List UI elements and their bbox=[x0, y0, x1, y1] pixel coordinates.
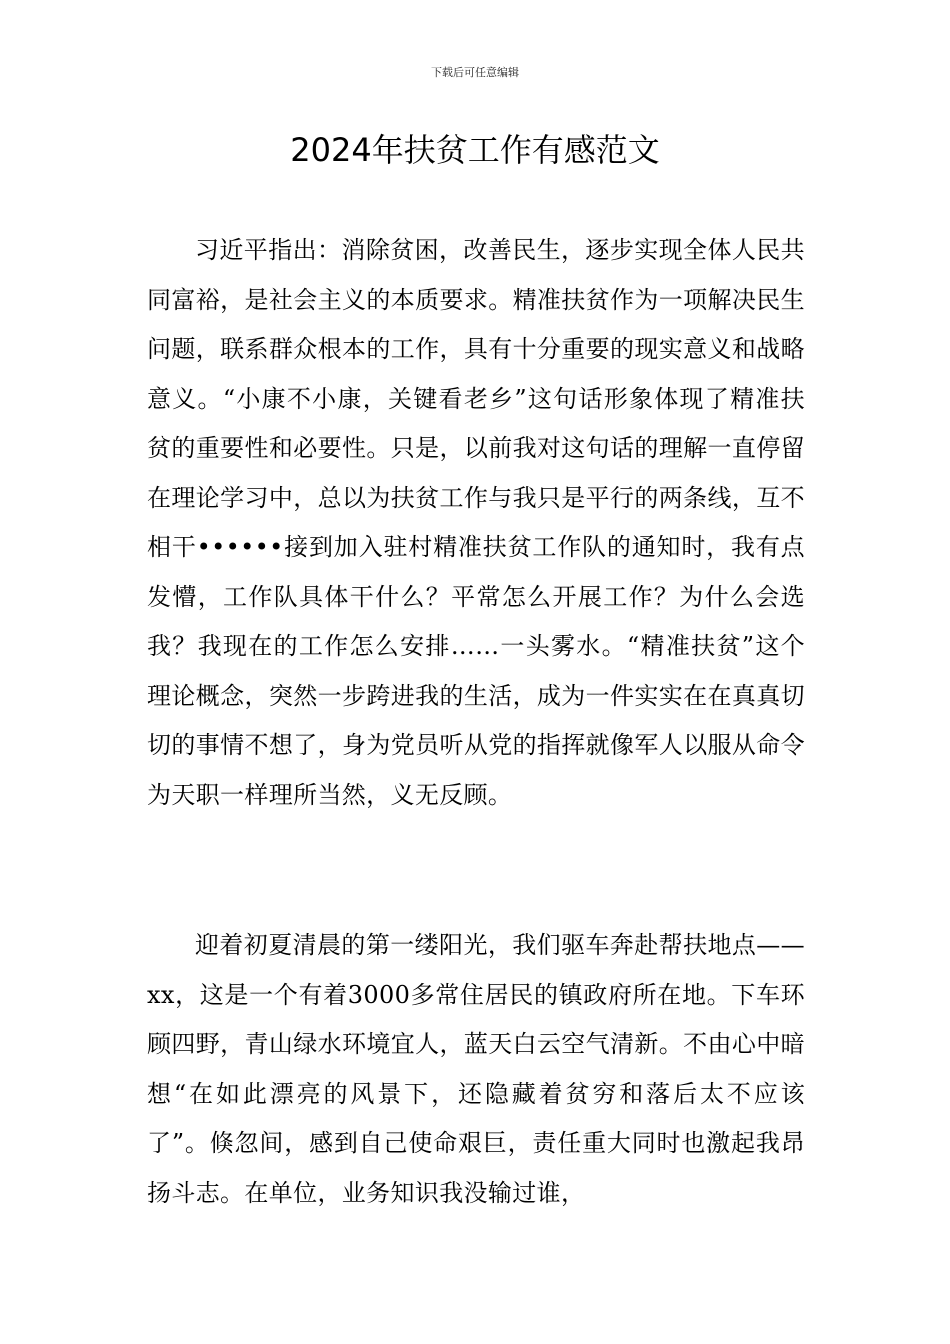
body-paragraph-1: 习近平指出：消除贫困，改善民生，逐步实现全体人民共同富裕，是社会主义的本质要求。精准扶贫作为一项解决民生问题，联系群众根本的工作，具有十分重要的现实意义和战略意义。“小康不小康，关键看老乡”这句话形象体现了精准扶贫的重要性和必要性。只是，以前我对这句话的理解一直停留在理论学习中，总以为扶贫工作与我只是平行的两条线，互不相干••••••接到加入驻村精准扶贫工作队的通知时，我有点发懵，工作队具体干什么？平常怎么开展工作？为什么会选我？我现在的工作怎么安排……一头雾水。“精准扶贫”这个理论概念，突然一步跨进我的生活，成为一件实实在在真真切切的事情不想了，身为党员听从党的指挥就像军人以服从命令为天职一样理所当然，义无反顾。 bbox=[147, 236, 805, 809]
document-title: 2024年扶贫工作有感范文 bbox=[290, 131, 660, 169]
header-note: 下载后可任意编辑 bbox=[431, 66, 519, 79]
body-paragraph-2: 迎着初夏清晨的第一缕阳光，我们驱车奔赴帮扶地点——xx，这是一个有着3000多常住居民的镇政府所在地。下车环顾四野，青山绿水环境宜人，蓝天白云空气清新。不由心中暗想“在如此漂亮的风景下，还隐藏着贫穷和落后太不应该了”。倏忽间，感到自己使命艰巨，责任重大同时也激起我昂扬斗志。在单位，业务知识我没输过谁， bbox=[147, 931, 805, 1207]
